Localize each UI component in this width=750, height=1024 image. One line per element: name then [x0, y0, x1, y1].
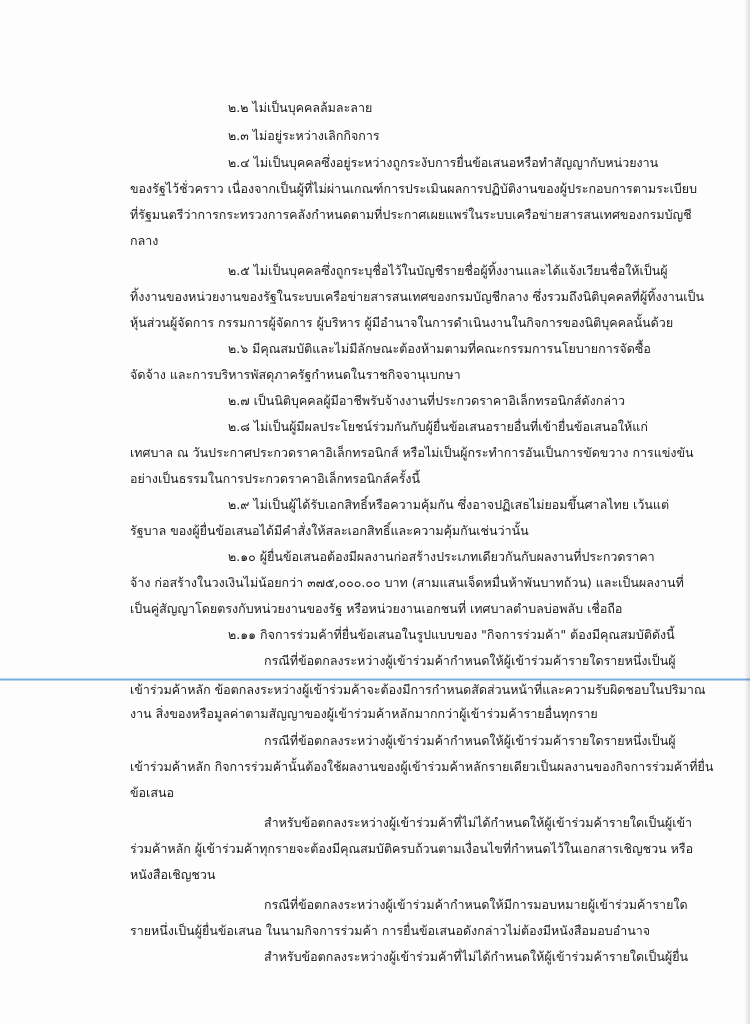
clause-2-9-body: รัฐบาล ของผู้ยื่นข้อเสนอได้มีคำสั่งให้สละเอกสิทธิ์และความคุ้มกันเช่นว่านั้น	[130, 523, 529, 538]
joint-venture-paragraph: กรณีที่ข้อตกลงระหว่างผู้เข้าร่วมค้ากำหนดให้ผู้เข้าร่วมค้ารายใดรายหนึ่งเป็นผู้	[264, 733, 676, 748]
clause-2-4-body: ของรัฐไว้ชั่วคราว เนื่องจากเป็นผู้ที่ไม่ผ่านเกณฑ์การประเมินผลการปฏิบัติงานของผู้ประกอบการตามระเบียบ	[130, 181, 698, 196]
joint-venture-paragraph: กรณีที่ข้อตกลงระหว่างผู้เข้าร่วมค้ากำหนดให้ผู้เข้าร่วมค้ารายใดรายหนึ่งเป็นผู้	[264, 653, 676, 668]
joint-venture-paragraph: กรณีที่ข้อตกลงระหว่างผู้เข้าร่วมค้ากำหนดให้มีการมอบหมายผู้เข้าร่วมค้ารายใด	[264, 897, 688, 912]
clause-2-10-body: จ้าง ก่อสร้างในวงเงินไม่น้อยกว่า ๓๗๕,๐๐๐.๐๐ บาท (สามแสนเจ็ดหมื่นห้าพันบาทถ้วน) และเป็นผลงานที่	[130, 575, 684, 590]
clause-2-9: ๒.๙ ไม่เป็นผู้ได้รับเอกสิทธิ์หรือความคุ้มกัน ซึ่งอาจปฏิเสธไม่ยอมขึ้นศาลไทย เว้นแต่	[228, 497, 670, 512]
clause-2-10: ๒.๑๐ ผู้ยื่นข้อเสนอต้องมีผลงานก่อสร้างประเภทเดียวกันกับผลงานที่ประกวดราคา	[228, 549, 655, 564]
clause-2-5: ๒.๕ ไม่เป็นบุคคลซึ่งถูกระบุชื่อไว้ในบัญชีรายชื่อผู้ทิ้งงานและได้แจ้งเวียนชื่อให้เป็นผู้	[228, 263, 668, 278]
joint-venture-paragraph: สำหรับข้อตกลงระหว่างผู้เข้าร่วมค้าที่ไม่ได้กำหนดให้ผู้เข้าร่วมค้ารายใดเป็นผู้ยื่น	[264, 949, 689, 964]
clause-2-2: ๒.๒ ไม่เป็นบุคคลล้มละลาย	[228, 100, 373, 115]
joint-venture-paragraph: ร่วมค้าหลัก ผู้เข้าร่วมค้าทุกรายจะต้องมีคุณสมบัติครบถ้วนตามเงื่อนไขที่กำหนดไว้ในเอกสารเชิญชวน หรือ	[130, 841, 694, 856]
clause-2-3: ๒.๓ ไม่อยู่ระหว่างเลิกกิจการ	[228, 128, 380, 143]
joint-venture-paragraph: งาน สิ่งของหรือมูลค่าตามสัญญาของผู้เข้าร่วมค้าหลักมากกว่าผู้เข้าร่วมค้ารายอื่นทุกราย	[130, 706, 598, 721]
clause-2-4-body: กลาง	[130, 233, 159, 248]
clause-2-8-body: อย่างเป็นธรรมในการประกวดราคาอิเล็กทรอนิกส์ครั้งนี้	[130, 471, 421, 486]
clause-2-10-body: เป็นคู่สัญญาโดยตรงกับหน่วยงานของรัฐ หรือหน่วยงานเอกชนที่ เทศบาลตำบลบ่อพลับ เชื่อถือ	[130, 601, 623, 616]
clause-2-11: ๒.๑๑ กิจการร่วมค้าที่ยื่นข้อเสนอในรูปแบบของ "กิจการร่วมค้า" ต้องมีคุณสมบัติดังนี้	[228, 627, 675, 642]
joint-venture-paragraph: ข้อเสนอ	[130, 785, 175, 800]
joint-venture-paragraph: หนังสือเชิญชวน	[130, 867, 216, 882]
clause-2-6: ๒.๖ มีคุณสมบัติและไม่มีลักษณะต้องห้ามตามที่คณะกรรมการนโยบายการจัดซื้อ	[228, 341, 651, 356]
clause-2-4-body: ที่รัฐมนตรีว่าการกระทรวงการคลังกำหนดตามที่ประกาศเผยแพร่ในระบบเครือข่ายสารสนเทศของกรมบัญชี	[130, 207, 692, 222]
clause-2-6-body: จัดจ้าง และการบริหารพัสดุภาครัฐกำหนดในราชกิจจานุเบกษา	[130, 367, 461, 382]
clause-2-8: ๒.๘ ไม่เป็นผู้มีผลประโยชน์ร่วมกันกับผู้ยื่นข้อเสนอรายอื่นที่เข้ายื่นข้อเสนอให้แก่	[228, 419, 648, 434]
clause-2-7: ๒.๗ เป็นนิติบุคคลผู้มีอาชีพรับจ้างงานที่ประกวดราคาอิเล็กทรอนิกส์ดังกล่าว	[228, 393, 626, 408]
clause-2-5-body: หุ้นส่วนผู้จัดการ กรรมการผู้จัดการ ผู้บริหาร ผู้มีอำนาจในการดำเนินงานในกิจการของนิติบุคคลนั้นด้วย	[130, 315, 674, 330]
joint-venture-paragraph: สำหรับข้อตกลงระหว่างผู้เข้าร่วมค้าที่ไม่ได้กำหนดให้ผู้เข้าร่วมค้ารายใดเป็นผู้เข้า	[264, 815, 693, 830]
clause-2-4: ๒.๔ ไม่เป็นบุคคลซึ่งอยู่ระหว่างถูกระงับการยื่นข้อเสนอหรือทำสัญญากับหน่วยงาน	[228, 155, 659, 170]
clause-2-5-body: ทิ้งงานของหน่วยงานของรัฐในระบบเครือข่ายสารสนเทศของกรมบัญชีกลาง ซึ่งรวมถึงนิติบุคคลที่ผู้ทิ้งงานเป็น	[130, 289, 705, 304]
scan-artifact-line	[0, 678, 750, 681]
page-edge-shadow	[744, 0, 750, 1024]
joint-venture-paragraph: รายหนึ่งเป็นผู้ยื่นข้อเสนอ ในนามกิจการร่วมค้า การยื่นข้อเสนอดังกล่าวไม่ต้องมีหนังสือมอบอำนาจ	[130, 923, 651, 938]
joint-venture-paragraph: เข้าร่วมค้าหลัก ข้อตกลงระหว่างผู้เข้าร่วมค้าจะต้องมีการกำหนดสัดส่วนหน้าที่และความรับผิดชอบในปริมาณ	[130, 682, 706, 697]
clause-2-8-body: เทศบาล ณ วันประกาศประกวดราคาอิเล็กทรอนิกส์ หรือไม่เป็นผู้กระทำการอันเป็นการขัดขวาง การแข่งขัน	[130, 445, 694, 460]
joint-venture-paragraph: เข้าร่วมค้าหลัก กิจการร่วมค้านั้นต้องใช้ผลงานของผู้เข้าร่วมค้าหลักรายเดียวเป็นผลงานของกิจการร่วมค้าที่ยื่น	[130, 759, 714, 774]
